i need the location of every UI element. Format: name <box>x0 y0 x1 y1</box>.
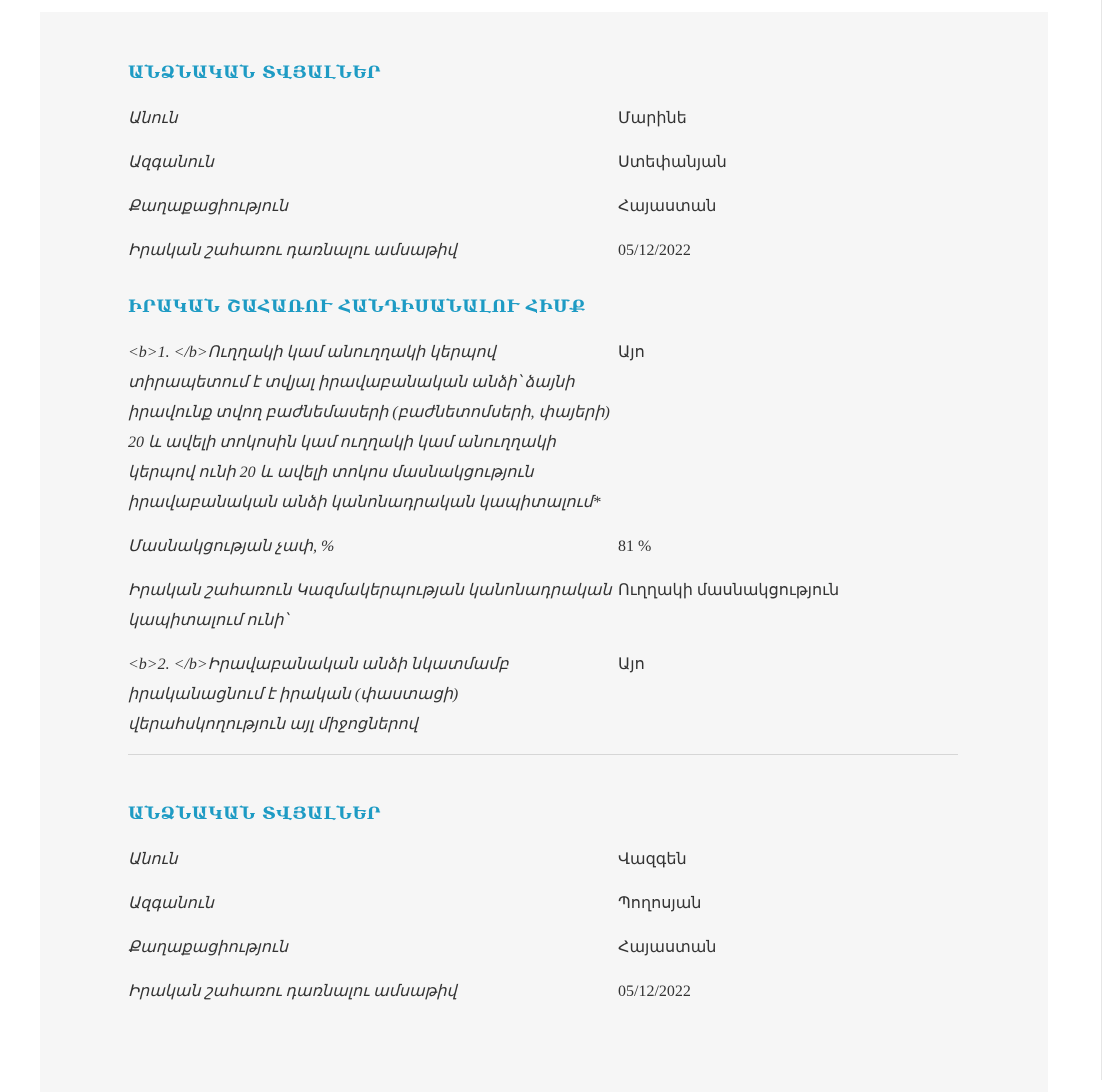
personal-data-rows <box>128 845 960 1007</box>
field-value: Պողոսյան <box>618 895 702 912</box>
personal-data-title: ԱՆՁՆԱԿԱՆ ՏՎՅԱԼՆԵՐ <box>128 804 382 824</box>
basis-control <box>128 650 960 740</box>
field-first-name <box>128 104 960 134</box>
field-label: Քաղաքացիություն <box>128 198 288 215</box>
basis-participation-type <box>128 576 960 636</box>
field-first-name <box>128 845 960 875</box>
field-value: 81 % <box>618 538 652 555</box>
field-value: Հայաստան <box>618 939 717 956</box>
field-last-name <box>128 148 960 178</box>
field-value: 05/12/2022 <box>618 242 691 259</box>
field-beneficiary-date <box>128 236 960 266</box>
field-value: Վազգեն <box>618 851 687 868</box>
field-value: Մարինե <box>618 110 687 127</box>
field-label: <b>2. </b>Իրավաբանական անձի նկատմամբ իրականացնում է իրական (փաստացի) վերահսկողություն այլ միջոցներով <box>128 656 509 733</box>
field-label: Ազգանուն <box>128 895 214 912</box>
field-value: 05/12/2022 <box>618 983 691 1000</box>
field-label: Ազգանուն <box>128 154 214 171</box>
field-label: Անուն <box>128 110 178 127</box>
field-value: Ուղղակի մասնակցություն <box>618 582 840 599</box>
personal-data-rows <box>128 104 960 266</box>
field-label: Իրական շահառու դառնալու ամսաթիվ <box>128 242 457 259</box>
field-value: Հայաստան <box>618 198 717 215</box>
field-value: Ստեփանյան <box>618 154 727 171</box>
beneficiary-list <box>128 60 960 1021</box>
field-label: Իրական շահառուն Կազմակերպության կանոնադրական կապիտալում ունի՝ <box>128 582 612 629</box>
basis-title: ԻՐԱԿԱՆ ՇԱՀԱՌՈՒ ՀԱՆԴԻՍԱՆԱԼՈՒ ՀԻՄՔ <box>128 297 586 317</box>
field-label: Քաղաքացիություն <box>128 939 288 956</box>
basis-ownership <box>128 338 960 518</box>
field-label: Մասնակցության չափ, % <box>128 538 335 555</box>
personal-data-title: ԱՆՁՆԱԿԱՆ ՏՎՅԱԼՆԵՐ <box>128 63 382 83</box>
field-value: Այո <box>618 656 645 673</box>
beneficiary-card <box>128 60 960 755</box>
field-citizenship <box>128 933 960 963</box>
field-citizenship <box>128 192 960 222</box>
field-label: Անուն <box>128 851 178 868</box>
basis-rows <box>128 338 960 740</box>
field-last-name <box>128 889 960 919</box>
basis-share-percent <box>128 532 960 562</box>
field-label: Իրական շահառու դառնալու ամսաթիվ <box>128 983 457 1000</box>
field-label: <b>1. </b>Ուղղակի կամ անուղղակի կերպով տիրապետում է տվյալ իրավաբանական անձի՝ ձայնի իրավունք տվող բաժնեմասերի (բաժնետոմսերի, փայերի) 20 և ավելի տոկոսին կամ ուղղակի կամ անուղղակի կերպով ունի 20 և ավելի տոկոս մասնակցություն իրավաբանական անձի կանոնադրական կապիտալում* <box>128 344 610 511</box>
scrollbar[interactable] <box>1101 0 1120 1080</box>
field-beneficiary-date <box>128 977 960 1007</box>
field-value: Այո <box>618 344 645 361</box>
beneficiary-card <box>128 801 960 1007</box>
